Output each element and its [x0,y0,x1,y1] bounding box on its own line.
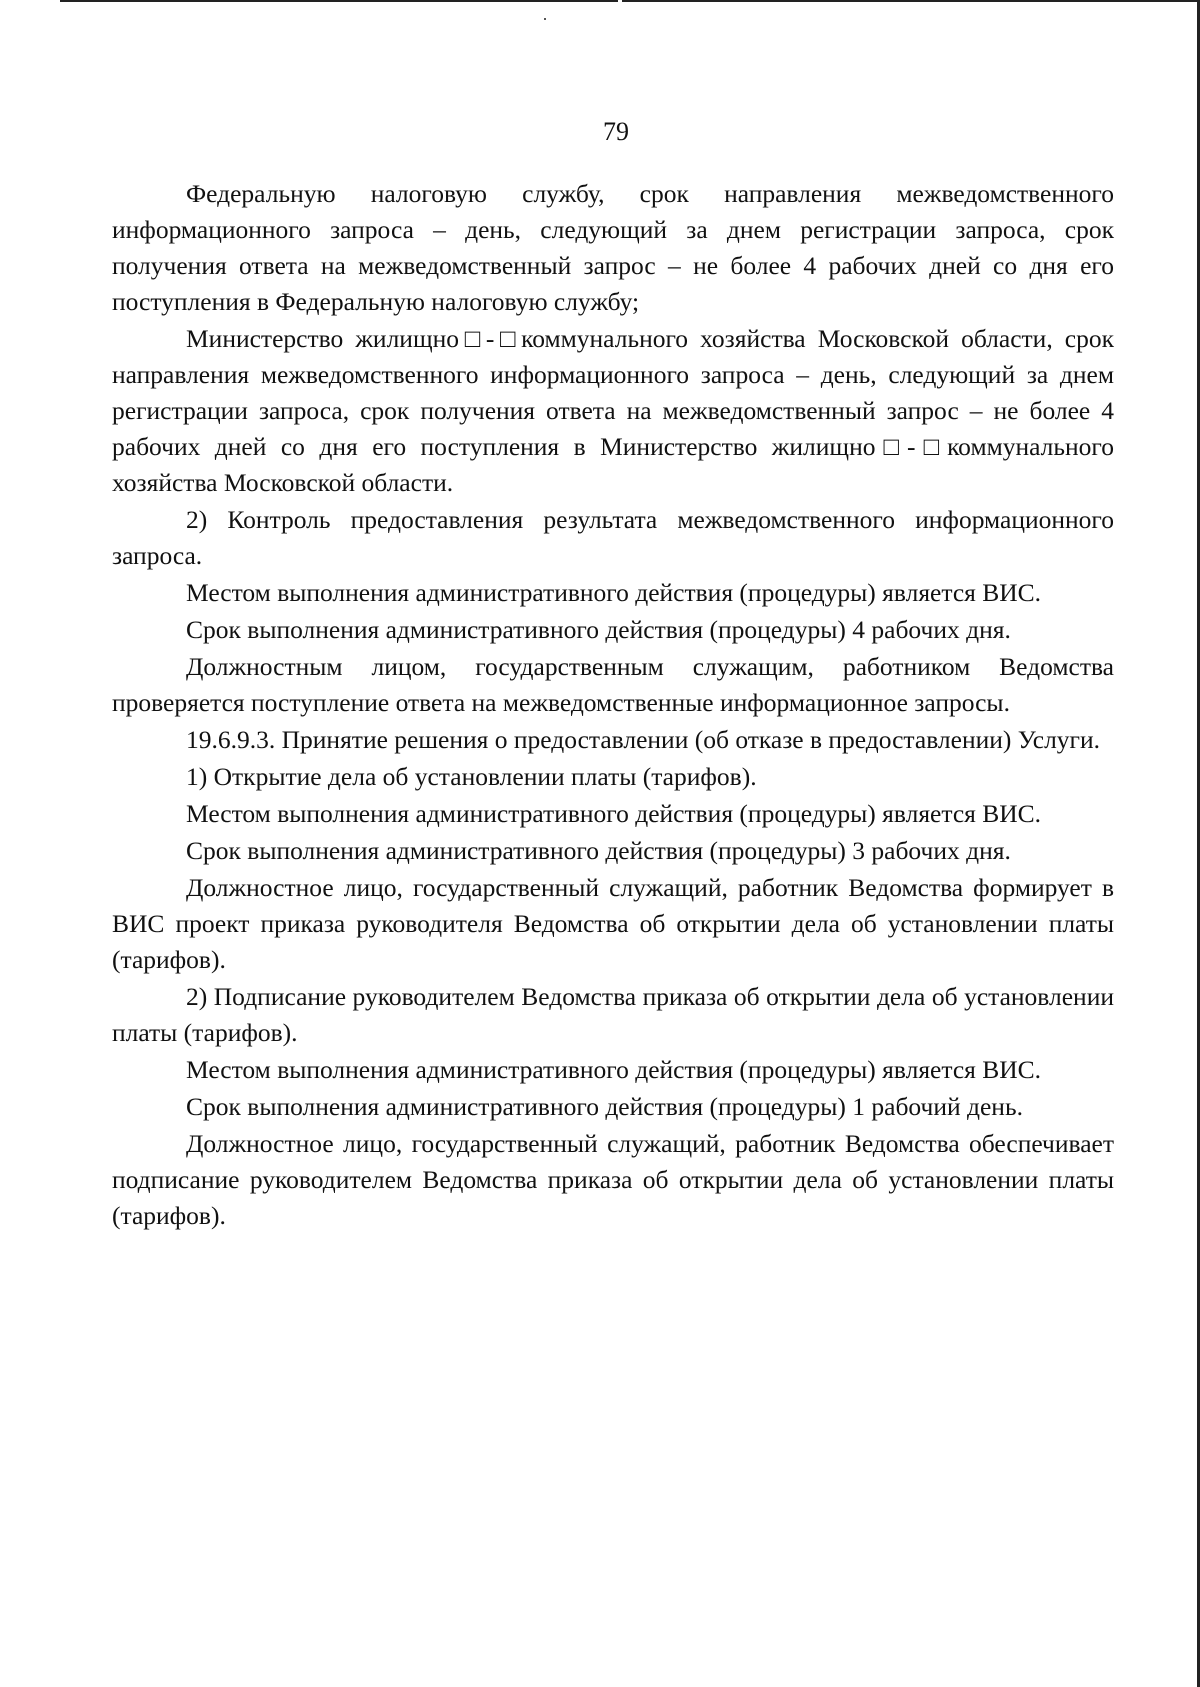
paragraph-signing-duty: Должностное лицо, государственный служащий, работник Ведомства обеспечивает подписание руководителем Ведомства приказа об открытии дела об установлении платы (тарифов). [112,1129,1114,1230]
paragraph-deadline: Срок выполнения административного действия (процедуры) 4 рабочих дня. [186,615,1011,644]
paragraph-place-of-execution: Местом выполнения административного действия (процедуры) является ВИС. [186,1055,1042,1084]
document-body [112,176,1114,1234]
scan-speck [544,18,546,20]
paragraph-place-of-execution: Местом выполнения административного действия (процедуры) является ВИС. [186,799,1042,828]
scan-border-top [60,0,1200,2]
paragraph-deadline: Срок выполнения административного действия (процедуры) 1 рабочий день. [186,1092,1023,1121]
paragraph-control-step: 2) Контроль предоставления результата межведомственного информационного запроса. [112,505,1114,570]
paragraph-place-of-execution: Местом выполнения административного действия (процедуры) является ВИС. [186,578,1042,607]
paragraph-housing-ministry-request: Министерство жилищно□-□коммунального хозяйства Московской области, срок направления межведомственного информационного запроса – день, следующий за днем регистрации запроса, срок получения ответа на межведомственный запрос – не более 4 рабочих дней со дня его поступления в Министерство жилищно□-□коммунального хозяйства Московской области. [112,324,1114,497]
paragraph-section-heading: 19.6.9.3. Принятие решения о предоставлении (об отказе в предоставлении) Услуги. [186,725,1101,754]
paragraph-signing-step: 2) Подписание руководителем Ведомства приказа об открытии дела об установлении платы (тарифов). [112,982,1114,1047]
scan-border-gap [618,0,622,2]
paragraph-draft-order: Должностное лицо, государственный служащий, работник Ведомства формирует в ВИС проект приказа руководителя Ведомства об открытии дела об установлении платы (тарифов). [112,873,1114,974]
paragraph-response-check: Должностным лицом, государственным служащим, работником Ведомства проверяется поступление ответа на межведомственные информационное запросы. [112,652,1114,717]
paragraph-open-case-step: 1) Открытие дела об установлении платы (тарифов). [186,762,757,791]
paragraph-deadline: Срок выполнения административного действия (процедуры) 3 рабочих дня. [186,836,1011,865]
page-number: 79 [603,117,629,146]
paragraph-tax-service-request: Федеральную налоговую службу, срок направления межведомственного информационного запроса – день, следующий за днем регистрации запроса, срок получения ответа на межведомственный запрос – не более 4 рабочих дней со дня его поступления в Федеральную налоговую службу; [112,179,1114,316]
